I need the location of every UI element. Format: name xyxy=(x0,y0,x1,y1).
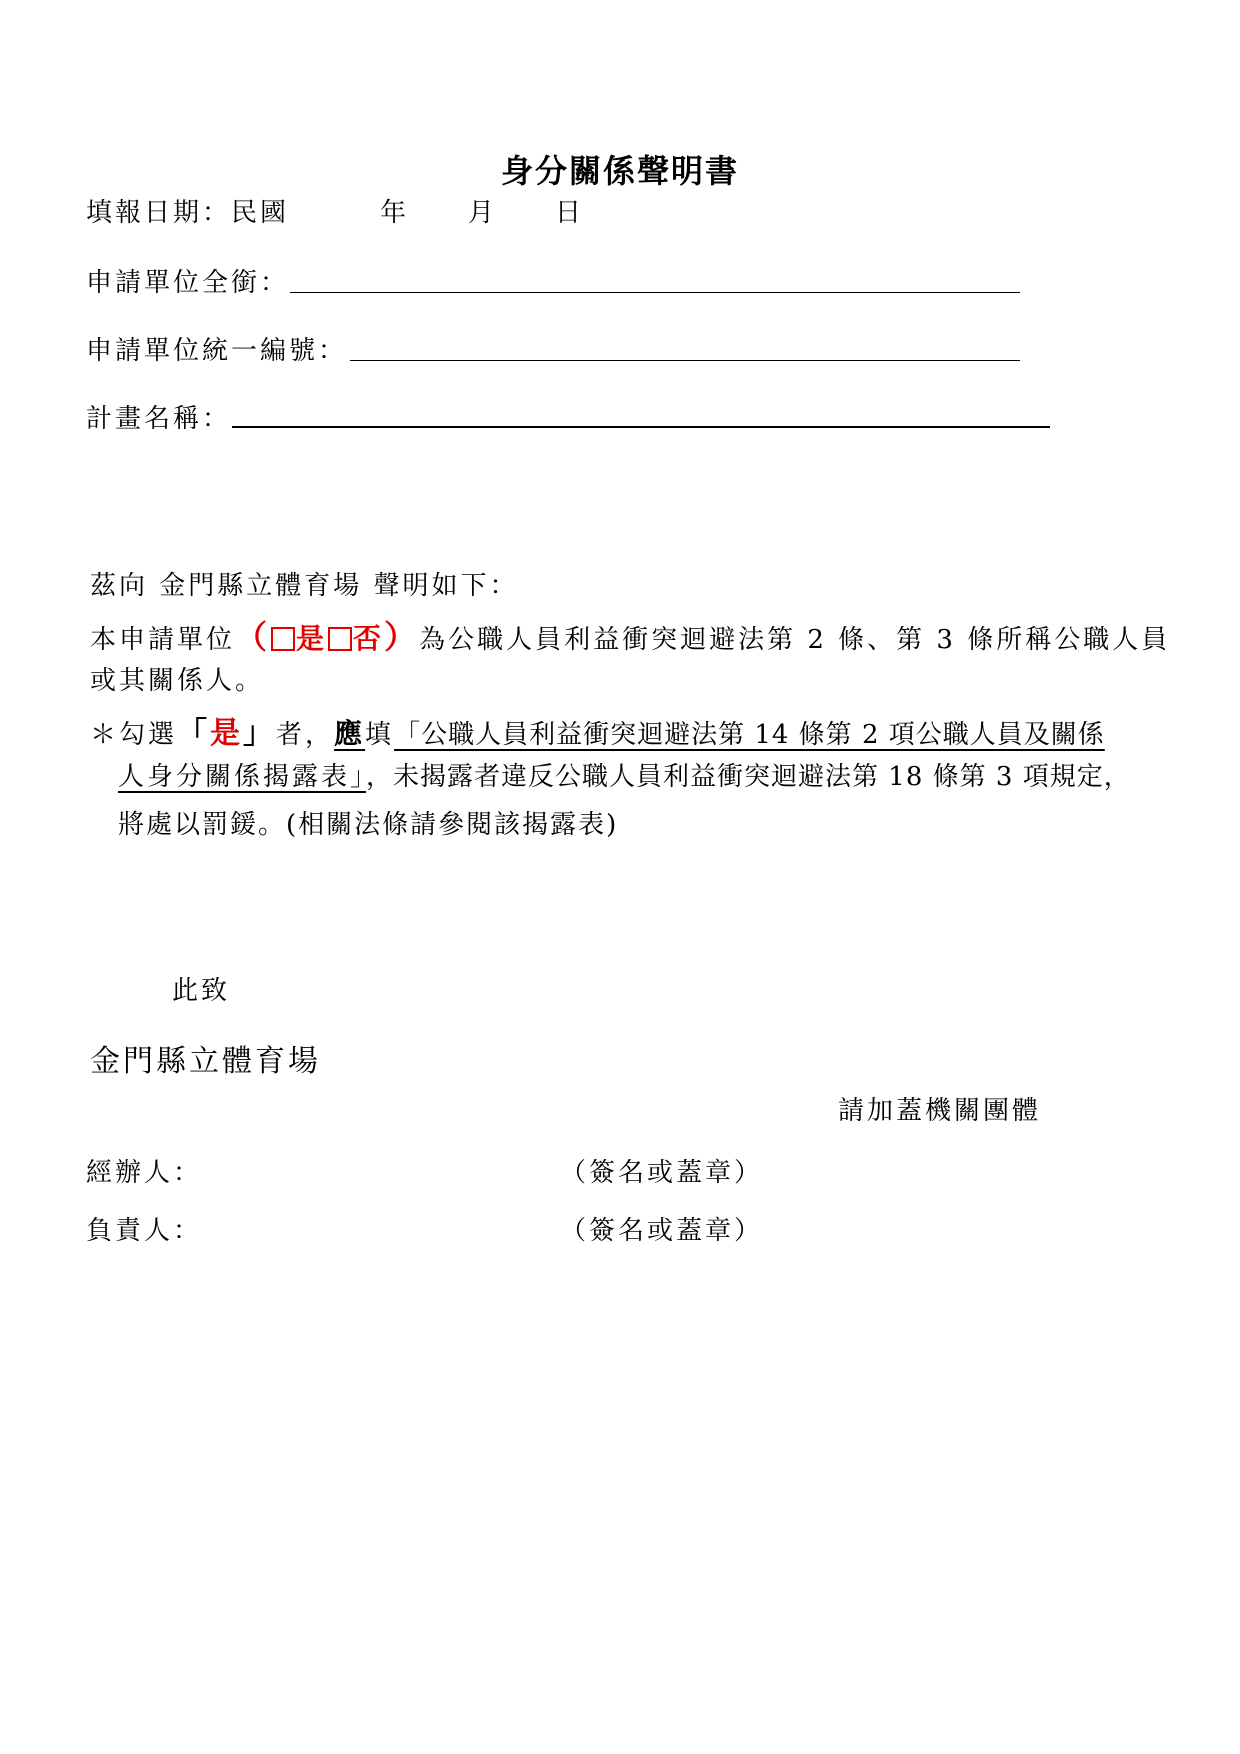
unit-name-field[interactable] xyxy=(290,292,1020,293)
no-label: 否 xyxy=(353,622,385,655)
note-line2 xyxy=(118,756,1131,793)
note-tian: 填 xyxy=(365,720,395,750)
note-quote-open: 「 xyxy=(177,716,211,751)
declaration-intro: 茲向 金門縣立體育場 聲明如下： xyxy=(90,571,519,601)
note-form-part2: 人身分關係揭露表」 xyxy=(118,762,367,792)
unit-name-label: 申請單位全銜： xyxy=(86,268,290,298)
date-year-label: 年 xyxy=(380,198,410,228)
note-zhe: 者， xyxy=(276,720,335,750)
page-title: 身分關係聲明書 xyxy=(500,152,739,190)
line1-prefix: 本申請單位 xyxy=(90,625,236,655)
ci-zhi: 此致 xyxy=(172,976,231,1006)
note-form-part1: 「公職人員利益衝突迴避法第 14 條第 2 項公職人員及關係 xyxy=(394,720,1105,750)
responsible-signature-hint[interactable]: （簽名或蓋章） xyxy=(560,1216,764,1246)
responsible-label: 負責人： xyxy=(86,1216,203,1246)
stamp-note: 請加蓋機關團體 xyxy=(838,1096,1042,1126)
note-ying: 應 xyxy=(334,717,366,750)
note-line1 xyxy=(90,708,1105,752)
date-month-label: 月 xyxy=(468,198,498,228)
no-checkbox[interactable] xyxy=(328,627,352,651)
yes-checkbox[interactable] xyxy=(271,627,295,651)
note-quote-close: 」 xyxy=(243,716,277,751)
note-star: ＊勾選 xyxy=(90,720,178,750)
yes-label: 是 xyxy=(296,622,328,655)
line1-suffix: 為公職人員利益衝突迴避法第 2 條、第 3 條所稱公職人員 xyxy=(419,625,1171,655)
note-yes: 是 xyxy=(210,716,244,751)
handler-label: 經辦人： xyxy=(86,1158,203,1188)
project-name-field[interactable] xyxy=(232,426,1050,428)
handler-signature-hint[interactable]: （簽名或蓋章） xyxy=(560,1158,764,1188)
project-name-label: 計畫名稱： xyxy=(86,404,232,434)
note-rest: ，未揭露者違反公職人員利益衝突迴避法第 18 條第 3 項規定， xyxy=(366,762,1131,792)
note-line3: 將處以罰鍰。(相關法條請參閱該揭露表) xyxy=(118,810,619,840)
declaration-line1 xyxy=(90,612,1170,658)
unit-id-label: 申請單位統一編號： xyxy=(86,336,348,366)
declaration-line1-cont: 或其關係人。 xyxy=(90,666,265,696)
open-paren: （ xyxy=(235,618,271,656)
close-paren: ） xyxy=(384,618,420,656)
date-day-label: 日 xyxy=(555,198,585,228)
recipient: 金門縣立體育場 xyxy=(90,1044,321,1079)
unit-id-field[interactable] xyxy=(350,360,1020,361)
date-label: 填報日期：民國 xyxy=(86,198,290,228)
